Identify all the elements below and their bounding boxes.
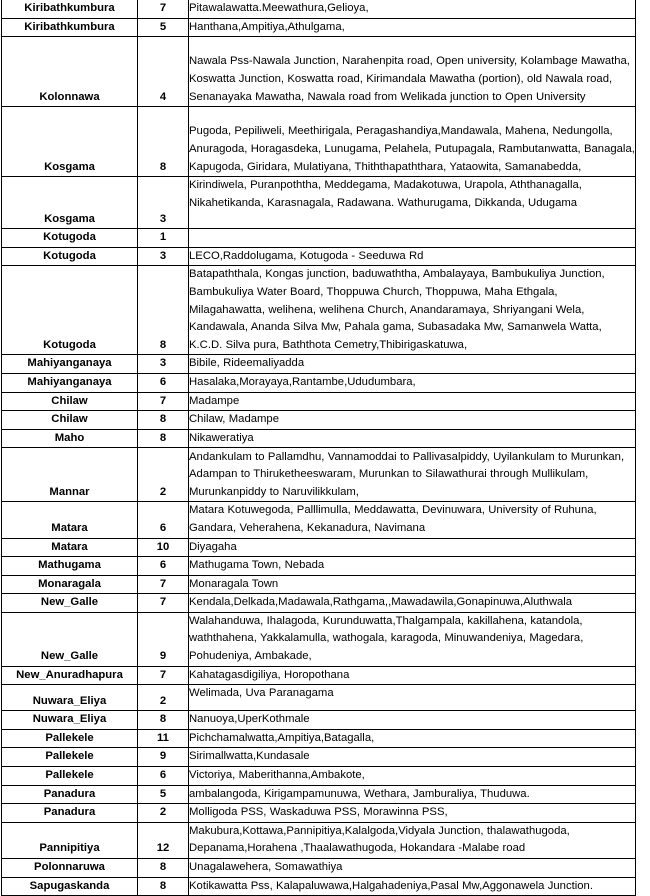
group-cell: 9: [138, 612, 189, 666]
area-cell: Mahiyanganaya: [2, 355, 138, 374]
table-row: [2, 538, 636, 557]
affected-areas-cell: Mathugama Town, Nebada: [189, 557, 636, 576]
area-cell: Matara: [2, 538, 138, 557]
table-row: [2, 392, 636, 411]
area-cell: Panadura: [2, 785, 138, 804]
group-cell: 8: [138, 859, 189, 878]
table-row: [2, 266, 636, 355]
area-cell: Kosgama: [2, 177, 138, 229]
table-row: [2, 666, 636, 685]
area-cell: Mathugama: [2, 557, 138, 576]
table-row: [2, 373, 636, 392]
table-row: [2, 18, 636, 37]
table-row: [2, 355, 636, 374]
table-row: [2, 247, 636, 266]
affected-areas-cell: Kotikawatta Pss, Kalapaluwawa,Halgahadeniya,Pasal Mw,Aggonawela Junction.: [189, 877, 636, 896]
affected-areas-cell: Victoriya, Maberithanna,Ambakote,: [189, 767, 636, 786]
area-cell: Pannipitiya: [2, 822, 138, 858]
group-cell: 7: [138, 392, 189, 411]
affected-areas-cell: ambalangoda, Kirigampamunuwa, Wethara, Jamburaliya, Thuduwa.: [189, 785, 636, 804]
group-cell: 7: [138, 666, 189, 685]
affected-areas-cell: Nawala Pss-Nawala Junction, Narahenpita road, Open university, Kolambage Mawatha, Koswatta Junction, Koswatta road, Kirimandala Mawatha (portion), old Nawala road, Senanayaka Mawatha, Nawala road from Welikada junction to Open University: [189, 37, 636, 107]
group-cell: 1: [138, 229, 189, 248]
table-row: [2, 411, 636, 430]
affected-areas-cell: Kendala,Delkada,Madawala,Rathgama,,Mawadawila,Gonapinuwa,Aluthwala: [189, 594, 636, 613]
group-cell: 11: [138, 729, 189, 748]
area-cell: Pallekele: [2, 729, 138, 748]
group-cell: 3: [138, 177, 189, 229]
group-cell: 2: [138, 448, 189, 502]
table-row: [2, 0, 636, 18]
table-row: [2, 804, 636, 823]
group-cell: 6: [138, 502, 189, 538]
affected-areas-cell: Matara Kotuwegoda, Palllimulla, Meddawatta, Devinuwara, University of Ruhuna, Gandara, Veherahena, Kekanadura, Navimana: [189, 502, 636, 538]
group-cell: 8: [138, 411, 189, 430]
affected-areas-cell: Batapaththala, Kongas junction, baduwaththa, Ambalayaya, Bambukuliya Junction, Bambukuliya Water Board, Thoppuwa Church, Thoppuwa, Maha Ethgala, Milagahawatta, welihena, welihena Church, Anandaramaya, Shriyangani Wela, Kandawala, Ananda Silva Mw, Pahala gama, Subasadaka Mw, Samanwela Watta, K.C.D. Silva pura, Baththota Cemetry,Thibirigaskatuwa,: [189, 266, 636, 355]
area-cell: New_Galle: [2, 594, 138, 613]
affected-areas-cell: Molligoda PSS, Waskaduwa PSS, Morawinna PSS,: [189, 804, 636, 823]
group-cell: 8: [138, 877, 189, 896]
group-cell: 9: [138, 748, 189, 767]
area-cell: Mahiyanganaya: [2, 373, 138, 392]
area-cell: Panadura: [2, 804, 138, 823]
group-cell: 7: [138, 594, 189, 613]
group-cell: 6: [138, 373, 189, 392]
affected-areas-cell: Pitawalawatta.Meewathura,Gelioya,: [189, 0, 636, 18]
group-cell: 7: [138, 575, 189, 594]
table-row: [2, 711, 636, 730]
table-row: [2, 767, 636, 786]
area-cell: Maho: [2, 429, 138, 448]
area-cell: Kiribathkumbura: [2, 0, 138, 18]
affected-areas-cell: Unagalawehera, Somawathiya: [189, 859, 636, 878]
table-row: [2, 785, 636, 804]
affected-areas-cell: Makubura,Kottawa,Pannipitiya,Kalalgoda,Vidyala Junction, thalawathugoda, Depanama,Horahena ,Thaalawathugoda, Hokandara -Malabe road: [189, 822, 636, 858]
table-row: [2, 748, 636, 767]
table-row: [2, 594, 636, 613]
schedule-body: [2, 0, 636, 896]
area-cell: Nuwara_Eliya: [2, 711, 138, 730]
affected-areas-cell: Andankulam to Pallamdhu, Vannamoddai to Pallivasalpiddy, Uyilankulam to Murunkan, Adampan to Thiruketheeswaram, Murunkan to Silawathurai through Mullikulam, Murunkanpiddy to Naruvilikkulam,: [189, 448, 636, 502]
table-row: [2, 229, 636, 248]
area-cell: Sapugaskanda: [2, 877, 138, 896]
table-row: [2, 729, 636, 748]
group-cell: 8: [138, 711, 189, 730]
affected-areas-cell: Pichchamalwatta,Ampitiya,Batagalla,: [189, 729, 636, 748]
area-cell: Kotugoda: [2, 229, 138, 248]
area-cell: Mannar: [2, 448, 138, 502]
group-cell: 8: [138, 429, 189, 448]
table-row: [2, 107, 636, 177]
table-row: [2, 822, 636, 858]
affected-areas-cell: Bibile, Rideemaliyadda: [189, 355, 636, 374]
affected-areas-cell: Hasalaka,Morayaya,Rantambe,Ududumbara,: [189, 373, 636, 392]
table-row: [2, 859, 636, 878]
table-row: [2, 448, 636, 502]
table-row: [2, 575, 636, 594]
affected-areas-cell: Sirimallwatta,Kundasale: [189, 748, 636, 767]
power-schedule-table: [1, 0, 636, 896]
group-cell: 2: [138, 804, 189, 823]
table-row: [2, 37, 636, 107]
group-cell: 12: [138, 822, 189, 858]
area-cell: Kotugoda: [2, 266, 138, 355]
affected-areas-cell: LECO,Raddolugama, Kotugoda - Seeduwa Rd: [189, 247, 636, 266]
affected-areas-cell: Nikaweratiya: [189, 429, 636, 448]
group-cell: 7: [138, 0, 189, 18]
affected-areas-cell: [189, 229, 636, 248]
affected-areas-cell: Welimada, Uva Paranagama: [189, 685, 636, 711]
table-row: [2, 177, 636, 229]
table-row: [2, 557, 636, 576]
area-cell: Kolonnawa: [2, 37, 138, 107]
area-cell: Chilaw: [2, 411, 138, 430]
area-cell: Kosgama: [2, 107, 138, 177]
table-row: [2, 685, 636, 711]
group-cell: 8: [138, 107, 189, 177]
table-row: [2, 877, 636, 896]
group-cell: 3: [138, 247, 189, 266]
area-cell: Nuwara_Eliya: [2, 685, 138, 711]
affected-areas-cell: Diyagaha: [189, 538, 636, 557]
group-cell: 3: [138, 355, 189, 374]
group-cell: 5: [138, 785, 189, 804]
affected-areas-cell: Kahatagasdigiliya, Horopothana: [189, 666, 636, 685]
affected-areas-cell: Chilaw, Madampe: [189, 411, 636, 430]
affected-areas-cell: Nanuoya,UperKothmale: [189, 711, 636, 730]
area-cell: New_Galle: [2, 612, 138, 666]
group-cell: 10: [138, 538, 189, 557]
table-row: [2, 612, 636, 666]
area-cell: Matara: [2, 502, 138, 538]
area-cell: Kotugoda: [2, 247, 138, 266]
table-row: [2, 502, 636, 538]
area-cell: Pallekele: [2, 748, 138, 767]
area-cell: Pallekele: [2, 767, 138, 786]
affected-areas-cell: Walahanduwa, Ihalagoda, Kurunduwatta,Thalgampala, kakillahena, katandola, waththahena, Yakkalamulla, wathogala, karagoda, Minuwandeniya, Magedara, Pohudeniya, Ambakade,: [189, 612, 636, 666]
affected-areas-cell: Kirindiwela, Puranpoththa, Meddegama, Madakotuwa, Urapola, Aththanagalla, Nikahetikanda, Karasnagala, Radawana. Wathurugama, Dikkanda, Udugama: [189, 177, 636, 229]
area-cell: New_Anuradhapura: [2, 666, 138, 685]
group-cell: 6: [138, 767, 189, 786]
group-cell: 6: [138, 557, 189, 576]
table-row: [2, 429, 636, 448]
group-cell: 5: [138, 18, 189, 37]
group-cell: 4: [138, 37, 189, 107]
affected-areas-cell: Madampe: [189, 392, 636, 411]
group-cell: 8: [138, 266, 189, 355]
affected-areas-cell: Hanthana,Ampitiya,Athulgama,: [189, 18, 636, 37]
area-cell: Polonnaruwa: [2, 859, 138, 878]
area-cell: Monaragala: [2, 575, 138, 594]
affected-areas-cell: Monaragala Town: [189, 575, 636, 594]
area-cell: Kiribathkumbura: [2, 18, 138, 37]
group-cell: 2: [138, 685, 189, 711]
area-cell: Chilaw: [2, 392, 138, 411]
affected-areas-cell: Pugoda, Pepiliweli, Meethirigala, Peragashandiya,Mandawala, Mahena, Nedungolla, Anuragoda, Horagasdeka, Lunugama, Pelahela, Putupagala, Rambutanwatta, Banagala, Kapugoda, Giridara, Mulatiyana, Thiththapaththara, Yataowita, Samanabedda,: [189, 107, 636, 177]
